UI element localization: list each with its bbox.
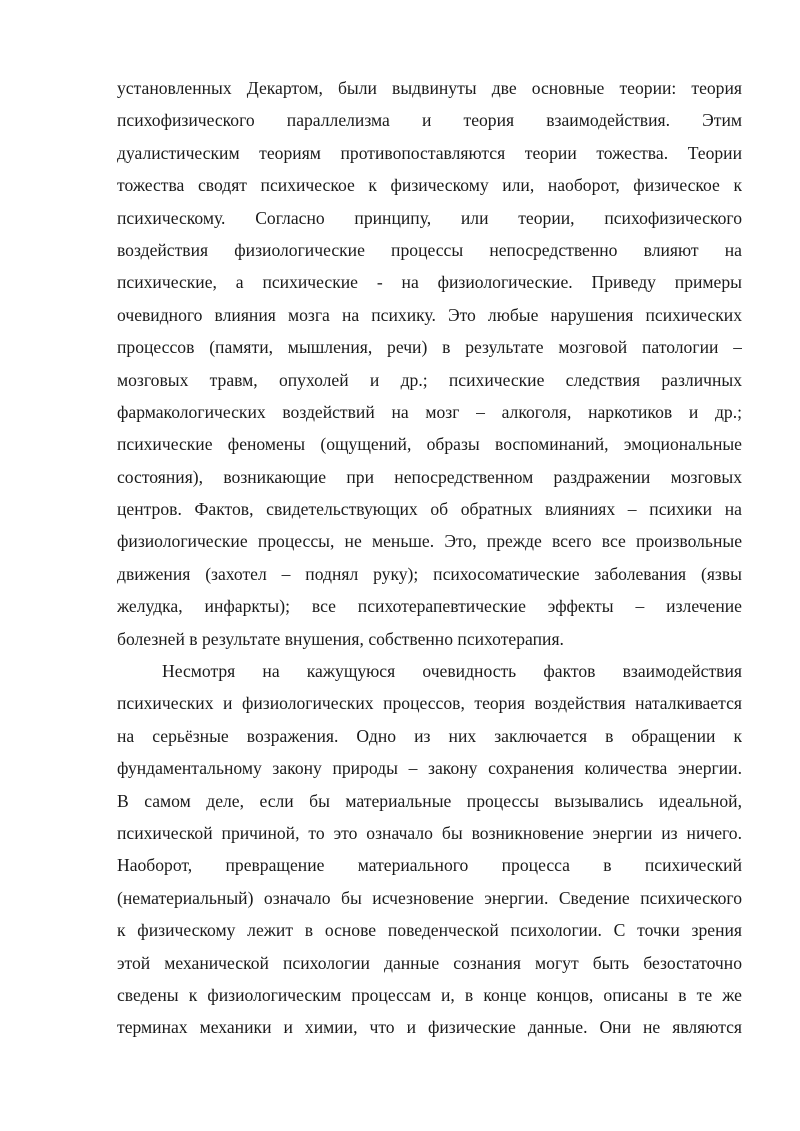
text-line: установленных Декартом, были выдвинуты две основные теории: теория [117,78,742,98]
text-line: психических и физиологических процессов, теория воздействия наталкивается [117,693,742,714]
text-line: терминах механики и химии, что и физические данные. Они не являются [117,1017,742,1038]
text-line: желудка, инфаркты); все психотерапевтические эффекты – излечение [117,596,742,617]
text-line: движения (захотел – поднял руку); психосоматические заболевания (язвы [117,563,742,584]
text-line: состояния), возникающие при непосредственном раздражении мозговых [117,466,742,487]
text-line: Несмотря на кажущуюся очевидность фактов взаимодействия [162,661,742,682]
text-line: фармакологических воздействий на мозг – алкоголя, наркотиков и др.; [117,401,742,422]
text-line: болезней в результате внушения, собственно психотерапия. [117,628,564,649]
text-line: центров. Фактов, свидетельствующих об обратных влияниях – психики на [117,499,742,520]
text-line: этой механической психологии данные сознания могут быть безостаточно [117,952,742,973]
text-line: фундаментальному закону природы – закону сохранения количества энергии. [117,758,742,779]
text-line: психические феномены (ощущений, образы воспоминаний, эмоциональные [117,434,742,455]
text-line: мозговых травм, опухолей и др.; психические следствия различных [117,369,742,390]
document-body [117,72,742,1044]
text-line: к физическому лежит в основе поведенческой психологии. С точки зрения [117,920,742,941]
text-line: психофизического параллелизма и теория взаимодействия. Этим [117,110,742,131]
paragraph-1 [117,72,742,655]
text-line: В самом деле, если бы материальные процессы вызывались идеальной, [117,790,742,811]
text-line: психической причиной, то это означало бы возникновение энергии из ничего. [117,822,742,843]
text-line: (нематериальный) означало бы исчезновение энергии. Сведение психического [117,887,742,908]
text-line: психические, а психические - на физиологические. Приведу примеры [117,272,742,293]
text-line: сведены к физиологическим процессам и, в конце концов, описаны в те же [117,984,742,1005]
text-line: воздействия физиологические процессы непосредственно влияют на [117,239,742,260]
text-line: Наоборот, превращение материального процесса в психический [117,855,742,876]
text-line: процессов (памяти, мышления, речи) в результате мозговой патологии – [117,337,742,358]
text-line: психическому. Согласно принципу, или теории, психофизического [117,207,742,228]
text-line: на серьёзные возражения. Одно из них заключается в обращении к [117,725,742,746]
text-line: дуалистическим теориям противопоставляются теории тожества. Теории [117,142,742,163]
text-line: очевидного влияния мозга на психику. Это любые нарушения психических [117,304,742,325]
text-line: физиологические процессы, не меньше. Это, прежде всего все произвольные [117,531,742,552]
paragraph-2 [117,655,742,1044]
text-line: тожества сводят психическое к физическому или, наоборот, физическое к [117,175,742,196]
